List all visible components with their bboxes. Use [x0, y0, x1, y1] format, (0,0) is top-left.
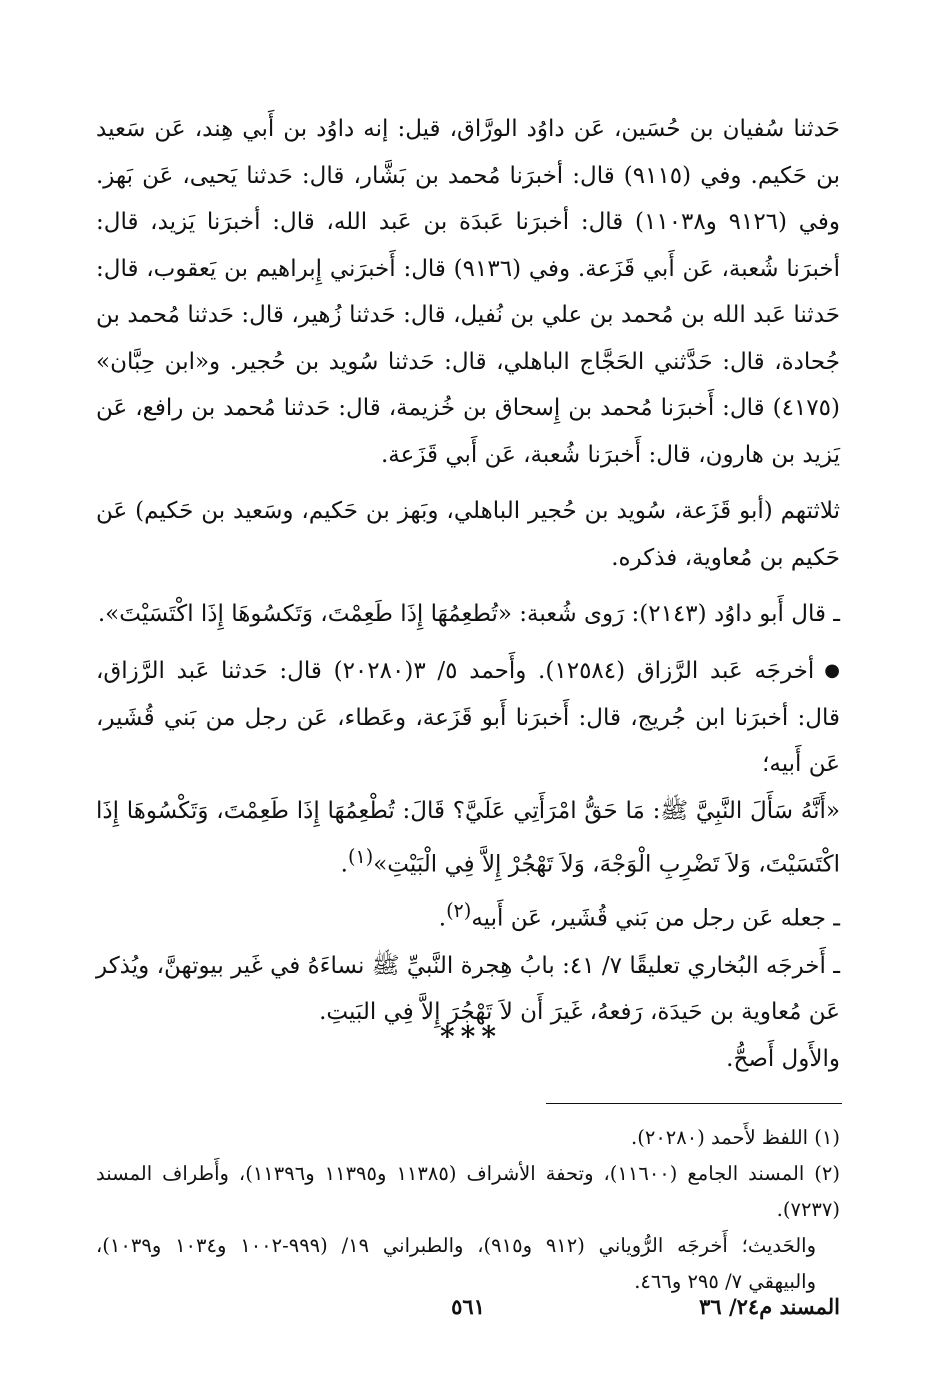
- footnote-rule: [546, 1103, 842, 1104]
- paragraph-chains: حَدثنا سُفيان بن حُسَين، عَن داوُد الورَّاق، قيل: إنه داوُد بن أَبي هِند، عَن سَعيد بن حَكيم. وفي (٩١١٥) قال: أخبرَنا مُحمد بن بَشَّار، قال: حَدثنا يَحيى، عَن بَهز. وفي (٩١٢٦ و١١٠٣٨) قال: أخبرَنا عَبدَة بن عَبد الله، قال: أخبرَنا يَزيد، قال: أخبرَنا شُعبة، عَن أَبي قَزَعة. وفي (٩١٣٦) قال: أَخبرَني إِبراهيم بن يَعقوب، قال: حَدثنا عَبد الله بن مُحمد بن علي بن نُفيل، قال: حَدثنا زُهير، قال: حَدثنا مُحمد بن جُحادة، قال: حَدَّثني الحَجَّاج الباهلي، قال: حَدثنا سُويد بن حُجير. و«ابن حِبَّان» (٤١٧٥) قال: أَخبرَنا مُحمد بن إِسحاق بن خُزيمة، قال: حَدثنا مُحمد بن رافع، عَن يَزيد بن هارون، قال: أَخبرَنا شُعبة، عَن أَبي قَزَعة.: [96, 116, 840, 468]
- page-number: ٥٦١: [451, 1294, 485, 1319]
- hadith-end: .: [340, 851, 348, 878]
- qushayr-end: .: [438, 906, 447, 933]
- footnote-2-continued: والحَديث؛ أَخرجَه الرُّوياني (٩١٢ و٩١٥)، والطبراني ١٩/ (٩٩٩-١٠٠٢ و١٠٣٤ و١٠٣٩)، والبيهقي ٧/ ٢٩٥ و٤٦٦.: [96, 1234, 817, 1293]
- footnote-2: (٢) المسند الجامع (١١٦٠٠)، وتحفة الأشراف (١١٣٨٥ و١١٣٩٥ و١١٣٩٦)، وأَطراف المسند (٧٢٣٧).: [96, 1162, 840, 1221]
- paragraph-summary: ثلاثتهم (أبو قَزَعة، سُويد بن حُجير الباهلي، وبَهز بن حَكيم، وسَعيد بن حَكيم) عَن حَكيم بن مُعاوية، فذكره.: [96, 498, 840, 571]
- paragraph-takhrij: [96, 648, 840, 788]
- volume-reference: المسند م٢٤/ ٣٦: [699, 1294, 840, 1319]
- footnote-ref-2: (٢): [446, 899, 472, 923]
- page-footer: [96, 1294, 840, 1326]
- paragraph-bukhari: ـ أَخرجَه البُخاري تعليقًا ٧/ ٤١: بابُ هِجرة النَّبيِّ ﷺ نساءَهُ في غَير بيوتهنَّ، ويُذكر عَن مُعاوية بن حَيدَة، رَفعهُ، غَيرَ أَن لاَ تَهْجُرَ إِلاَّ فِي البَيتِ.: [96, 952, 840, 1026]
- paragraph-qushayr: [96, 888, 840, 942]
- paragraph-conclusion: والأَول أَصحُّ.: [726, 1045, 840, 1072]
- footnote-ref-1: (١): [347, 845, 374, 869]
- bullet-icon: ●: [824, 660, 841, 682]
- section-separator: ***: [440, 1020, 502, 1053]
- footnote-1: (١) اللفظ لأَحمد (٢٠٢٨٠).: [631, 1126, 840, 1149]
- paragraph-takhrij-text: أخرجَه عَبد الرَّزاق (١٢٥٨٤). وأَحمد ٥/ ٣(٢٠٢٨٠) قال: حَدثنا عَبد الرَّزاق، قال: أخبرَنا ابن جُريج، قال: أَخبرَنا أَبو قَزَعة، وعَطاء، عَن رجل من بَني قُشَير، عَن أَبيه؛: [96, 657, 840, 778]
- hadith-text: «أَنَّهُ سَأَلَ النَّبِيَّ ﷺ: مَا حَقُّ امْرَأَتِي عَلَيَّ؟ قَالَ: تُطْعِمُهَا إِذَا طَعِمْتَ، وَتَكْسُوهَا إِذَا اكْتَسَيْتَ، وَلاَ تَضْرِبِ الْوَجْهَ، وَلاَ تَهْجُرْ إِلاَّ فِي الْبَيْتِ»: [96, 797, 840, 878]
- main-text: [96, 106, 840, 1082]
- qushayr-text: ـ جعله عَن رجل من بَني قُشَير، عَن أَبيه: [471, 906, 840, 933]
- paragraph-hadith-text: [96, 788, 840, 889]
- paragraph-abu-dawud: ـ قال أَبو داوُد (٢١٤٣): رَوى شُعبة: «تُطعِمُهَا إِذَا طَعِمْتَ، وَتَكسُوهَا إِذَا اكْتَسَيْتَ».: [97, 601, 840, 627]
- footnotes: [96, 1120, 840, 1300]
